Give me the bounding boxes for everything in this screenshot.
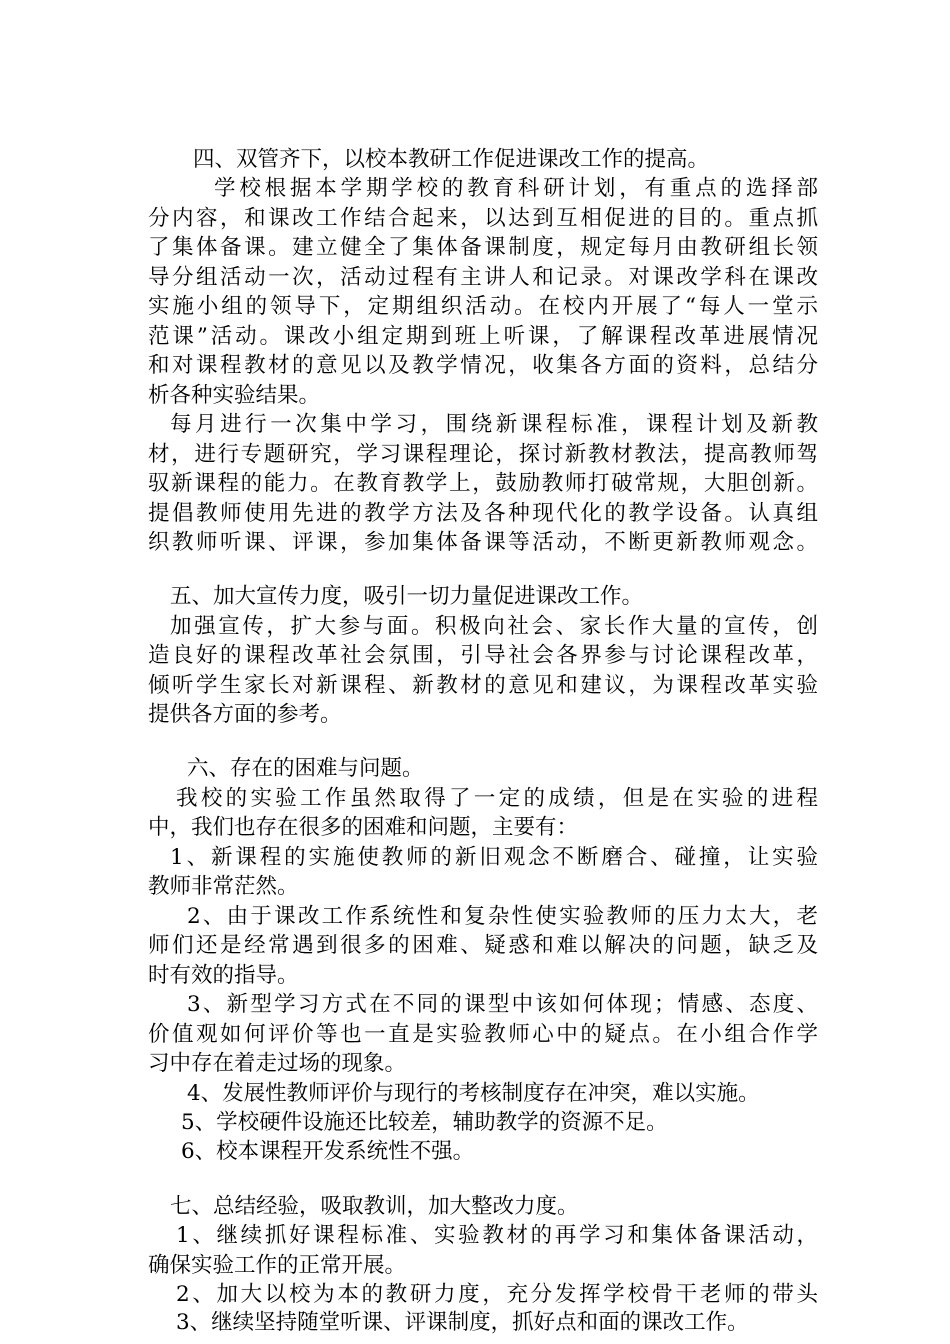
paragraph-line: 分内容，和课改工作结合起来，以达到互相促进的目的。重点抓 bbox=[148, 205, 818, 231]
section-heading-6: 六、存在的困难与问题。 bbox=[187, 756, 424, 782]
paragraph-line: 析各种实验结果。 bbox=[148, 382, 321, 408]
list-item: 2、加大以校为本的教研力度，充分发挥学校骨干老师的带头 bbox=[176, 1281, 818, 1307]
paragraph-line: 师们还是经常遇到很多的困难、疑惑和难以解决的问题，缺乏及 bbox=[148, 933, 818, 959]
paragraph-line: 时有效的指导。 bbox=[148, 962, 299, 988]
list-item: 5、学校硬件设施还比较差，辅助教学的资源不足。 bbox=[181, 1110, 668, 1135]
paragraph-line: 教师非常茫然。 bbox=[148, 874, 299, 900]
paragraph-line: 织教师听课、评课，参加集体备课等活动，不断更新教师观念。 bbox=[148, 530, 818, 556]
paragraph-line: 实施小组的领导下，定期组织活动。在校内开展了“每人一堂示 bbox=[148, 294, 818, 320]
list-item: 1、新课程的实施使教师的新旧观念不断磨合、碰撞，让实验 bbox=[170, 844, 818, 870]
paragraph-line: 学校根据本学期学校的教育科研计划，有重点的选择部 bbox=[214, 176, 818, 202]
paragraph-line: 提供各方面的参考。 bbox=[148, 702, 342, 728]
paragraph-line: 材，进行专题研究，学习课程理论，探讨新教材教法，提高教师驾 bbox=[148, 441, 818, 467]
paragraph-line: 造良好的课程改革社会氛围，引导社会各界参与讨论课程改革， bbox=[148, 643, 818, 669]
list-item: 1、继续抓好课程标准、实验教材的再学习和集体备课活动， bbox=[176, 1223, 818, 1249]
paragraph-line: 提倡教师使用先进的教学方法及各种现代化的教学设备。认真组 bbox=[148, 500, 818, 526]
list-item: 2、由于课改工作系统性和复杂性使实验教师的压力太大，老 bbox=[187, 903, 818, 929]
section-heading-5: 五、加大宣传力度，吸引一切力量促进课改工作。 bbox=[170, 584, 644, 610]
paragraph-line: 每月进行一次集中学习，围绕新课程标准，课程计划及新教 bbox=[170, 412, 818, 438]
paragraph-line: 导分组活动一次，活动过程有主讲人和记录。对课改学科在课改 bbox=[148, 264, 818, 290]
list-item: 6、校本课程开发系统性不强。 bbox=[181, 1139, 475, 1165]
list-item: 3、新型学习方式在不同的课型中该如何体现；情感、态度、 bbox=[187, 992, 818, 1018]
list-item: 3、继续坚持随堂听课、评课制度，抓好点和面的课改工作。 bbox=[176, 1309, 749, 1335]
paragraph-line: 确保实验工作的正常开展。 bbox=[148, 1252, 407, 1278]
paragraph-line: 和对课程教材的意见以及教学情况，收集各方面的资料，总结分 bbox=[148, 353, 818, 379]
paragraph-line: 习中存在着走过场的现象。 bbox=[148, 1051, 407, 1077]
paragraph-line: 倾听学生家长对新课程、新教材的意见和建议，为课程改革实验 bbox=[148, 672, 818, 698]
paragraph-line: 加强宣传，扩大参与面。积极向社会、家长作大量的宣传，创 bbox=[170, 613, 818, 639]
paragraph-line: 我校的实验工作虽然取得了一定的成绩，但是在实验的进程 bbox=[176, 785, 818, 811]
paragraph-line: 驭新课程的能力。在教育教学上，鼓励教师打破常规，大胆创新。 bbox=[148, 471, 818, 497]
section-heading-7: 七、总结经验，吸取教训，加大整改力度。 bbox=[170, 1193, 579, 1219]
paragraph-line: 了集体备课。建立健全了集体备课制度，规定每月由教研组长领 bbox=[148, 235, 818, 261]
list-item: 4、发展性教师评价与现行的考核制度存在冲突，难以实施。 bbox=[187, 1080, 760, 1106]
paragraph-line: 中，我们也存在很多的困难和问题，主要有： bbox=[148, 815, 579, 841]
paragraph-line: 价值观如何评价等也一直是实验教师心中的疑点。在小组合作学 bbox=[148, 1021, 818, 1047]
section-heading-4: 四、双管齐下，以校本教研工作促进课改工作的提高。 bbox=[193, 146, 710, 172]
paragraph-line: 范课”活动。课改小组定期到班上听课，了解课程改革进展情况 bbox=[148, 323, 818, 349]
